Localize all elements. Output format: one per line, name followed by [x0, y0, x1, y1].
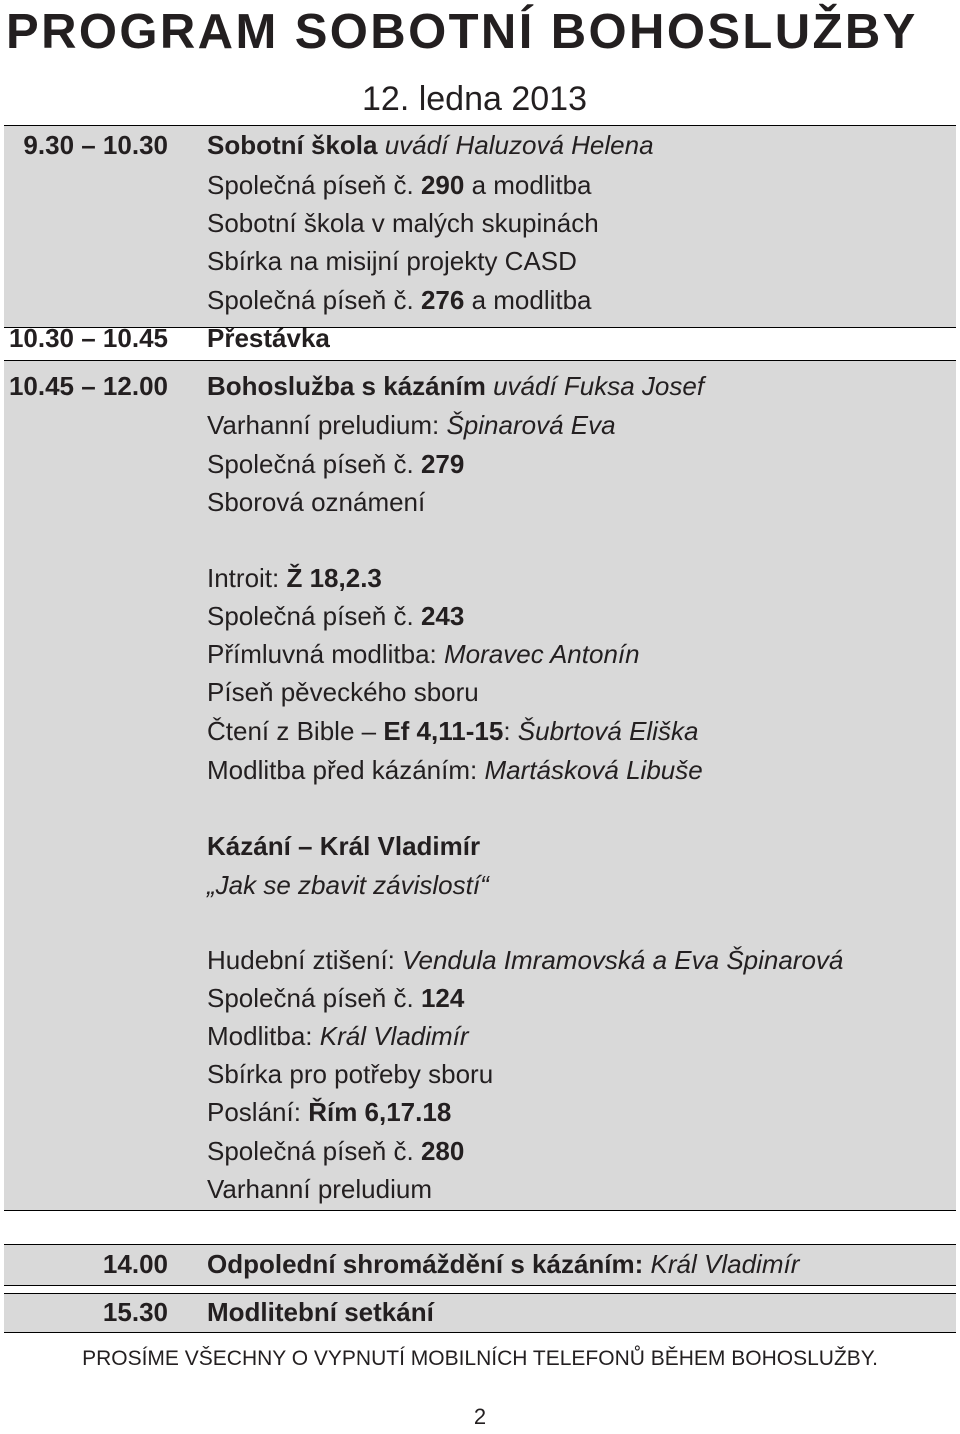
reading-name: Šubrtová Eliška [517, 716, 699, 746]
song-number: 280 [420, 1136, 465, 1166]
intercession-line [207, 637, 640, 671]
song-243-line [207, 599, 464, 633]
song-label: Společná píseň č. [207, 285, 414, 315]
sabbath-item-song-290 [207, 168, 592, 202]
sabbath-school-presenter: uvádí Haluzová Helena [384, 130, 654, 160]
postlude-line: Varhanní preludium [207, 1174, 432, 1204]
prayer-meeting-label: Modlitební setkání [207, 1297, 434, 1327]
announcements-line: Sborová oznámení [207, 487, 426, 517]
song-number: 279 [420, 449, 465, 479]
afternoon-line [207, 1247, 799, 1281]
final-prayer-name: Král Vladimír [319, 1021, 469, 1051]
sabbath-item-offering: Sbírka na misijní projekty CASD [207, 246, 577, 276]
mission-line [207, 1095, 451, 1129]
sabbath-school-heading-line [207, 128, 654, 162]
song-number: 290 [420, 170, 465, 200]
reading-colon: : [503, 716, 511, 746]
afternoon-label: Odpolední shromáždění s kázáním: [207, 1249, 644, 1279]
song-number: 243 [420, 601, 465, 631]
intercession-name: Moravec Antonín [444, 639, 640, 669]
song-number: 124 [420, 983, 465, 1013]
sabbath-school-time: 9.30 – 10.30 [23, 130, 168, 160]
introit-line [207, 561, 382, 595]
song-rest: a modlitba [471, 170, 592, 200]
sermon-prayer-line [207, 753, 703, 787]
offering-line: Sbírka pro potřeby sboru [207, 1059, 494, 1089]
page-number: 2 [473, 1404, 487, 1429]
sabbath-item-song-276 [207, 283, 592, 317]
reading-ref: Ef 4,11-15 [383, 716, 504, 746]
introit-ref: Ž 18,2.3 [286, 563, 382, 593]
service-heading-line [207, 369, 704, 403]
song-label: Společná píseň č. [207, 170, 414, 200]
afternoon-name: Král Vladimír [650, 1249, 800, 1279]
break-label: Přestávka [207, 323, 330, 353]
choir-line: Píseň pěveckého sboru [207, 677, 479, 707]
sabbath-item-groups: Sobotní škola v malých skupinách [207, 208, 599, 238]
introit-label: Introit: [207, 563, 280, 593]
final-prayer-line [207, 1019, 469, 1053]
prayer-meeting-time: 15.30 [102, 1297, 168, 1327]
afternoon-time: 14.00 [102, 1249, 168, 1279]
mission-ref: Řím 6,17.18 [308, 1097, 452, 1127]
service-presenter: uvádí Fuksa Josef [493, 371, 705, 401]
prelude-name: Špinarová Eva [446, 410, 616, 440]
song-279-line [207, 447, 464, 481]
phone-notice: PROSÍME VŠECHNY O VYPNUTÍ MOBILNÍCH TELEFONŮ BĚHEM BOHOSLUŽBY. [82, 1347, 878, 1370]
song-label: Společná píseň č. [207, 1136, 414, 1166]
sermon-title: Kázání – Král Vladimír [207, 831, 481, 861]
sermon-prayer-label: Modlitba před kázáním: [207, 755, 478, 785]
service-heading: Bohoslužba s kázáním [207, 371, 486, 401]
song-280-line [207, 1134, 464, 1168]
sabbath-school-heading: Sobotní škola [207, 130, 378, 160]
music-names: Vendula Imramovská a Eva Špinarová [402, 945, 844, 975]
prelude-label: Varhanní preludium: [207, 410, 440, 440]
song-124-line [207, 981, 464, 1015]
sermon-subtitle: „Jak se zbavit závislostí“ [207, 870, 489, 900]
song-label: Společná píseň č. [207, 449, 414, 479]
reading-line [207, 714, 698, 748]
sermon-prayer-name: Martásková Libuše [484, 755, 703, 785]
music-line [207, 943, 843, 977]
song-number: 276 [420, 285, 465, 315]
reading-label: Čtení z Bible – [207, 716, 377, 746]
music-label: Hudební ztišení: [207, 945, 395, 975]
intercession-label: Přímluvná modlitba: [207, 639, 437, 669]
song-rest: a modlitba [471, 285, 592, 315]
service-date: 12. ledna 2013 [362, 80, 587, 118]
service-time: 10.45 – 12.00 [8, 371, 168, 401]
page-title: PROGRAM SOBOTNÍ BOHOSLUŽBY [6, 5, 918, 59]
song-label: Společná píseň č. [207, 983, 414, 1013]
prelude-line [207, 408, 616, 442]
song-label: Společná píseň č. [207, 601, 414, 631]
final-prayer-label: Modlitba: [207, 1021, 313, 1051]
mission-label: Poslání: [207, 1097, 301, 1127]
break-time: 10.30 – 10.45 [8, 323, 168, 353]
